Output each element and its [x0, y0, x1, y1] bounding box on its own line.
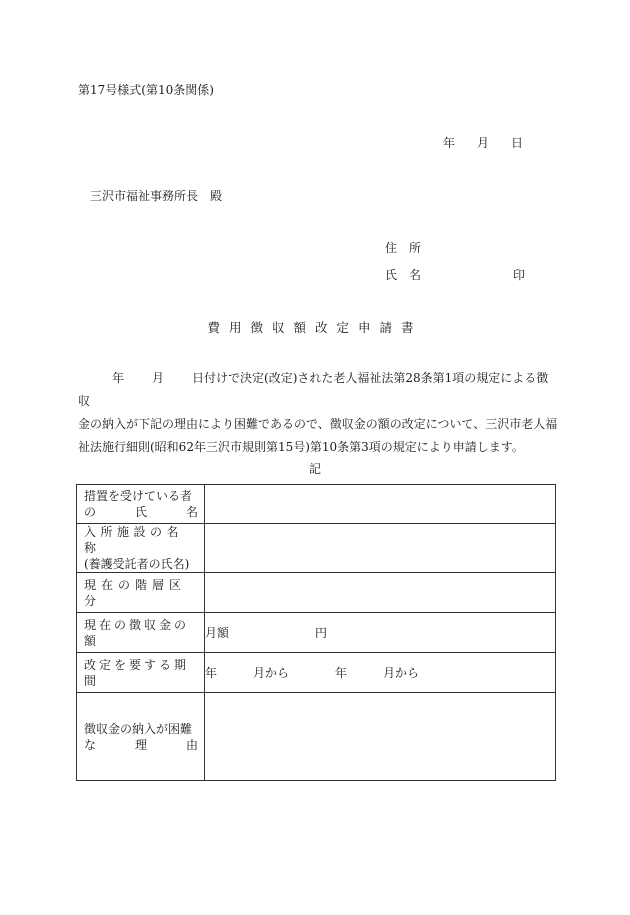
current-class-field[interactable]	[205, 573, 556, 613]
period-month-1: 月から	[253, 666, 290, 680]
body-month: 月	[152, 371, 165, 385]
seal-mark: 印	[513, 268, 526, 282]
body-line-1-rest: 日付けで決定(改定)された老人福祉法第28条第1項の規定による徴収	[78, 371, 549, 408]
yen-label: 円	[315, 626, 328, 640]
label-char: の	[84, 505, 97, 519]
label-current-amount	[77, 613, 205, 653]
recipient-name-field[interactable]	[205, 485, 556, 524]
date-month: 月	[477, 136, 490, 150]
period-year-2: 年	[335, 666, 348, 680]
label-char: な	[84, 737, 97, 752]
label-facility-name	[77, 524, 205, 573]
table-row	[77, 485, 556, 524]
table-row	[77, 573, 556, 613]
label-line	[84, 577, 198, 609]
label-line	[84, 657, 198, 689]
label-text: (養護受託者の氏名)	[84, 557, 190, 571]
table-row	[77, 693, 556, 781]
period-year-1: 年	[205, 666, 218, 680]
date-line	[443, 134, 523, 151]
difficulty-reason-field[interactable]	[205, 693, 556, 781]
label-line	[84, 617, 198, 649]
label-line	[84, 488, 198, 504]
monthly-label: 月額	[205, 626, 230, 640]
ki-heading: 記	[308, 462, 321, 476]
label-text: 改定を要する期間	[84, 657, 190, 688]
date-year: 年	[443, 136, 456, 150]
recipient	[90, 187, 222, 204]
label-line	[84, 737, 198, 753]
form-number: 第17号様式(第10条関係)	[78, 83, 214, 97]
label-recipient-name	[77, 485, 205, 524]
label-text: 徴収金の納入が困難	[84, 721, 193, 736]
facility-name-field[interactable]	[205, 524, 556, 573]
label-text: 現在の徴収金の額	[84, 617, 190, 648]
label-difficulty-reason	[77, 693, 205, 781]
period-month-2: 月から	[383, 666, 420, 680]
date-day: 日	[511, 136, 524, 150]
label-char: 名	[185, 505, 198, 519]
body-text	[78, 367, 560, 459]
label-char: 氏	[134, 505, 147, 519]
label-line	[84, 556, 198, 572]
applicant-address-label: 住 所	[385, 241, 422, 255]
label-revision-period	[77, 653, 205, 693]
current-amount-field[interactable]	[205, 613, 556, 653]
application-table	[76, 484, 556, 781]
table-row	[77, 653, 556, 693]
label-line	[84, 504, 198, 520]
label-char: 由	[185, 737, 198, 752]
label-char: 理	[134, 737, 147, 752]
recipient-honorific: 殿	[210, 189, 223, 203]
applicant-name-label: 氏 名	[385, 268, 422, 282]
body-year: 年	[112, 371, 125, 385]
body-line-3: 祉法施行細則(昭和62年三沢市規則第15号)第10条第3項の規定により申請します。	[78, 440, 524, 454]
label-line	[84, 721, 198, 737]
label-text: 措置を受けている者	[84, 489, 193, 503]
recipient-name: 三沢市福祉事務所長	[90, 189, 199, 203]
body-line-1	[78, 367, 560, 413]
table-row	[77, 613, 556, 653]
label-current-class	[77, 573, 205, 613]
body-line-2: 金の納入が下記の理由により困難であるので、徴収金の額の改定について、三沢市老人福	[78, 417, 558, 431]
label-text: 入所施設の名称	[84, 525, 184, 555]
document-title: 費用徴収額改定申請書	[207, 320, 423, 335]
revision-period-field[interactable]	[205, 653, 556, 693]
label-line	[84, 524, 198, 556]
table-row	[77, 524, 556, 573]
label-text: 現在の階層区分	[84, 577, 187, 608]
